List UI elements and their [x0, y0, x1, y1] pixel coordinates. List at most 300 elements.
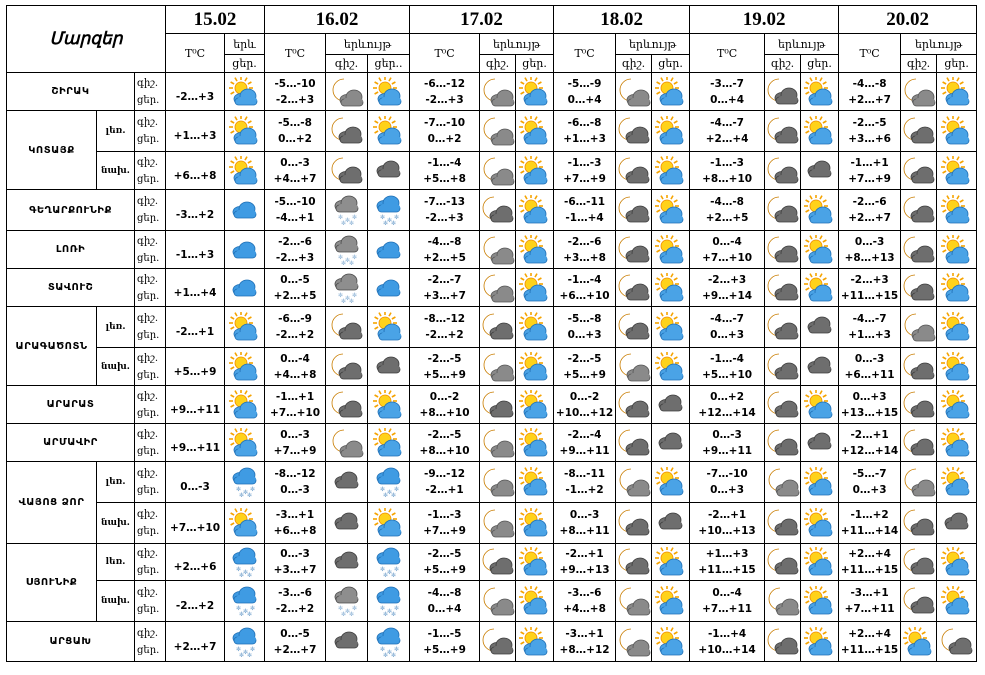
- weather-icon-cell: [765, 111, 801, 152]
- day-temperature: +2…+7: [848, 93, 891, 106]
- temperature-cell: [265, 462, 326, 503]
- region-name: ԱՐԱԳԱԾՈՏՆ: [7, 307, 97, 386]
- sun-cloud-icon: [228, 77, 262, 107]
- weather-icon-cell: [801, 424, 839, 462]
- temp-header: T⁰C: [410, 34, 480, 73]
- night-temperature: -2…-6: [278, 235, 312, 248]
- weather-icon-cell: [765, 307, 801, 348]
- night-temperature: [166, 118, 224, 128]
- weather-icon-cell: [937, 581, 977, 622]
- sun-cloud-icon: [518, 508, 552, 538]
- svg-text:✻: ✻: [337, 214, 343, 221]
- temperature-cell: [410, 73, 480, 111]
- weather-icon-cell: [516, 386, 554, 424]
- dark-snow-icon: [330, 273, 364, 303]
- weather-icon-cell: [901, 503, 937, 544]
- dark-cloud-icon: [330, 627, 364, 657]
- sun-cloud-icon: [940, 467, 974, 497]
- day-temperature: +9…+14: [702, 289, 753, 302]
- weather-icon-cell: [801, 269, 839, 307]
- temperature-cell: [410, 152, 480, 190]
- svg-text:✻: ✻: [393, 605, 399, 612]
- weather-icon-cell: [368, 386, 410, 424]
- moon-darkcloud-icon: [617, 235, 651, 265]
- time-of-day-labels: [135, 111, 166, 152]
- weather-icon-cell: [225, 111, 265, 152]
- moon-darkcloud-icon: [617, 428, 651, 458]
- forecast-row: [7, 307, 977, 348]
- weather-icon-cell: [765, 152, 801, 190]
- dark-cloud-icon: [330, 467, 364, 497]
- temperature-cell: [839, 503, 901, 544]
- night-temperature: [166, 275, 224, 285]
- snow-icon: [228, 467, 262, 497]
- temperature-cell: [410, 622, 480, 662]
- temperature-cell: [265, 424, 326, 462]
- temperature-cell: [265, 622, 326, 662]
- dark-cloud-icon: [372, 156, 406, 186]
- weather-icon-cell: [616, 190, 652, 231]
- temp-header: T⁰C: [839, 34, 901, 73]
- weather-icon-cell: [901, 581, 937, 622]
- night-temperature: -4…-7: [710, 117, 744, 129]
- night-temperature: -2…+1: [707, 509, 747, 521]
- region-name: ՏԱՎՈՒՇ: [7, 269, 135, 307]
- temperature-cell: [554, 152, 616, 190]
- weather-icon-cell: [652, 386, 690, 424]
- day-label: ցեր.: [137, 604, 160, 615]
- weather-icon-cell: [326, 503, 368, 544]
- svg-text:✻: ✻: [242, 569, 248, 576]
- svg-text:✻: ✻: [348, 220, 354, 225]
- moon-darkcloud-icon: [330, 312, 364, 342]
- moon-darkcloud-icon: [766, 547, 800, 577]
- night-label: գիշ.: [137, 77, 159, 89]
- moon-cloud-icon: [481, 77, 515, 107]
- weather-icon-cell: [901, 424, 937, 462]
- cloud-icon: [372, 235, 406, 265]
- day-temperature: +4…+7: [273, 172, 317, 185]
- area-label: նախ.: [97, 581, 135, 622]
- svg-text:✻: ✻: [390, 492, 396, 497]
- weather-icon-cell: [801, 152, 839, 190]
- weather-icon-cell: [368, 622, 410, 662]
- weather-icon-cell: [368, 544, 410, 581]
- weather-icon-cell: [480, 152, 516, 190]
- day-temperature: +7…+9: [563, 172, 606, 185]
- weather-icon-cell: [225, 73, 265, 111]
- sun-cloud-icon: [940, 235, 974, 265]
- weather-icon-cell: [326, 307, 368, 348]
- night-temperature: 0…-2: [569, 390, 600, 403]
- weather-icon-cell: [368, 269, 410, 307]
- temperature-cell: [839, 462, 901, 503]
- svg-text:✻: ✻: [246, 651, 252, 657]
- temperature-cell: [410, 111, 480, 152]
- dark-cloud-icon: [940, 508, 974, 538]
- day-temperature: +10…+12: [555, 406, 614, 419]
- weather-icon-cell: [937, 386, 977, 424]
- weather-icon-cell: [225, 348, 265, 386]
- night-temperature: -6…-9: [278, 313, 312, 325]
- weather-icon-cell: [901, 307, 937, 348]
- temperature-cell: [690, 503, 765, 544]
- time-of-day-labels: [135, 190, 166, 231]
- snow-icon: [372, 195, 406, 225]
- day-temperature: +2…+5: [705, 212, 749, 224]
- temperature-cell: [554, 307, 616, 348]
- sun-cloud-icon: [803, 508, 837, 538]
- forecast-row: [7, 581, 977, 622]
- night-temperature: 0…-4: [712, 235, 742, 248]
- temperature-cell: [690, 73, 765, 111]
- snow-icon: [372, 467, 406, 497]
- night-label: գիշ.: [137, 156, 159, 168]
- area-label: lեռ.: [97, 544, 135, 581]
- moon-darkcloud-icon: [766, 312, 800, 342]
- weather-icon-cell: [480, 622, 516, 662]
- night-temperature: 0…-2: [429, 390, 460, 403]
- temperature-cell: [410, 424, 480, 462]
- weather-icon-cell: [368, 111, 410, 152]
- day-temperature: -4…+1: [275, 212, 315, 224]
- dark-cloud-icon: [654, 390, 688, 420]
- weather-icon-cell: [937, 348, 977, 386]
- temperature-cell: [166, 348, 225, 386]
- weather-icon-cell: [652, 622, 690, 662]
- svg-text:✻: ✻: [238, 611, 244, 616]
- time-of-day-labels: [135, 152, 166, 190]
- sun-cloud-icon: [228, 390, 262, 420]
- time-of-day-labels: [135, 622, 166, 662]
- weather-icon-cell: [326, 111, 368, 152]
- sun-cloud-icon: [940, 312, 974, 342]
- moon-cloud-icon: [617, 352, 651, 382]
- temperature-cell: [839, 581, 901, 622]
- day-temperature: +4…+8: [563, 603, 606, 615]
- day-temperature: +10…+14: [698, 643, 756, 656]
- night-temperature: [166, 79, 224, 89]
- weather-icon-cell: [616, 231, 652, 269]
- date-header: 17.02: [410, 6, 554, 34]
- weather-icon-cell: [480, 544, 516, 581]
- temperature-cell: [265, 111, 326, 152]
- day-temperature: +3…+6: [848, 133, 891, 145]
- night-temperature: -3…-6: [278, 587, 312, 599]
- temperature-cell: [166, 269, 225, 307]
- night-label: գիշ.: [137, 390, 159, 402]
- day-temperature: +5…+9: [423, 368, 466, 381]
- weather-icon-cell: [368, 348, 410, 386]
- weather-icon-cell: [937, 152, 977, 190]
- temp-header: T⁰C: [554, 34, 616, 73]
- weather-icon-cell: [516, 152, 554, 190]
- svg-text:✻: ✻: [382, 572, 388, 577]
- day-temperature: -1…+4: [565, 212, 604, 224]
- moon-darkcloud-icon: [481, 547, 515, 577]
- temperature-cell: [554, 231, 616, 269]
- area-label: լեռ.: [97, 307, 135, 348]
- weather-icon-cell: [652, 231, 690, 269]
- day-temperature: +12…+14: [840, 444, 899, 457]
- area-label: նախ.: [97, 348, 135, 386]
- weather-icon-cell: [368, 190, 410, 231]
- weather-icon-cell: [516, 307, 554, 348]
- weather-icon-cell: [652, 544, 690, 581]
- night-temperature: -1…+1: [275, 390, 315, 403]
- day-temperature: +2…+7: [173, 640, 217, 653]
- night-label: գիշ.: [137, 587, 159, 598]
- region-name: ՎԱՅՈՑ ՁՈՐ: [7, 462, 97, 544]
- weather-icon-cell: [652, 348, 690, 386]
- phenomenon-header: երևույթ: [765, 34, 839, 55]
- day-temperature: -3…+2: [175, 209, 215, 221]
- day-temperature: +7…+9: [273, 444, 317, 457]
- weather-icon-cell: [652, 424, 690, 462]
- svg-text:✻: ✻: [340, 220, 346, 225]
- weather-icon-cell: [765, 503, 801, 544]
- sun-cloud-icon: [803, 195, 837, 225]
- dark-cloud-icon: [372, 352, 406, 382]
- night-label: գիշ.: [137, 468, 159, 479]
- temperature-cell: [690, 462, 765, 503]
- temperature-cell: [554, 386, 616, 424]
- weather-icon-cell: [801, 348, 839, 386]
- weather-icon-cell: [901, 190, 937, 231]
- sun-cloud-icon: [518, 273, 552, 303]
- temperature-cell: [690, 386, 765, 424]
- day-temperature: +2…+7: [848, 212, 891, 224]
- night-label: գիշ.: [137, 627, 159, 639]
- weather-icon-cell: [765, 424, 801, 462]
- moon-darkcloud-icon: [330, 352, 364, 382]
- svg-text:✻: ✻: [390, 651, 396, 657]
- weather-icon-cell: [326, 348, 368, 386]
- night-temperature: [166, 392, 224, 402]
- weather-icon-cell: [801, 111, 839, 152]
- temperature-cell: [410, 462, 480, 503]
- sun-cloud-icon: [940, 352, 974, 382]
- weather-icon-cell: [765, 581, 801, 622]
- weather-icon-cell: [368, 307, 410, 348]
- svg-text:✻: ✻: [242, 648, 248, 656]
- temperature-cell: [839, 111, 901, 152]
- temperature-cell: [839, 544, 901, 581]
- weather-icon-cell: [616, 307, 652, 348]
- night-temperature: [166, 197, 224, 207]
- day-label: ցեր.: [137, 369, 160, 381]
- moon-darkcloud-icon: [481, 312, 515, 342]
- day-temperature: +9…+13: [559, 564, 610, 576]
- sun-cloud-icon: [803, 467, 837, 497]
- time-of-day-labels: [135, 231, 166, 269]
- weather-icon-cell: [901, 73, 937, 111]
- temperature-cell: [166, 424, 225, 462]
- time-of-day-labels: [135, 462, 166, 503]
- weather-icon-cell: [765, 231, 801, 269]
- sun-cloud-icon: [803, 390, 837, 420]
- moon-darkcloud-icon: [902, 428, 936, 458]
- forecast-row: [7, 503, 977, 544]
- snow-icon: [372, 547, 406, 577]
- weather-icon-cell: [765, 190, 801, 231]
- weather-icon-cell: [616, 581, 652, 622]
- weather-icon-cell: [516, 231, 554, 269]
- day-temperature: +6…+8: [173, 169, 217, 182]
- weather-icon-cell: [516, 622, 554, 662]
- day-temperature: -2…+1: [175, 326, 215, 338]
- sun-cloud-icon: [654, 547, 688, 577]
- forecast-row: [7, 462, 977, 503]
- night-temperature: -5…-10: [274, 77, 316, 90]
- weather-icon-cell: [801, 544, 839, 581]
- night-temperature: -6…-8: [567, 117, 602, 129]
- day-temperature: +5…+10: [702, 368, 753, 381]
- day-temperature: +8…+10: [419, 406, 470, 419]
- day-label: ցեր.: [137, 173, 160, 185]
- dark-cloud-icon: [654, 428, 688, 458]
- svg-text:✻: ✻: [379, 486, 385, 493]
- night-temperature: 0…-4: [280, 352, 310, 365]
- weather-icon-cell: [652, 152, 690, 190]
- svg-text:✻: ✻: [379, 214, 385, 221]
- temperature-cell: [166, 581, 225, 622]
- night-temperature: -2…-6: [567, 235, 602, 248]
- weather-icon-cell: [516, 269, 554, 307]
- weather-icon-cell: [616, 111, 652, 152]
- temperature-cell: [554, 544, 616, 581]
- dark-cloud-icon: [330, 547, 364, 577]
- sun-cloud-icon: [518, 428, 552, 458]
- temperature-cell: [265, 348, 326, 386]
- night-temperature: -4…-8: [852, 77, 887, 90]
- sun-cloud-icon: [654, 77, 688, 107]
- night-temperature: +2…+4: [848, 627, 891, 640]
- date-header: 19.02: [690, 6, 839, 34]
- night-temperature: 0…-5: [280, 273, 310, 286]
- weather-icon-cell: [937, 462, 977, 503]
- night-temperature: -6…-11: [563, 196, 606, 208]
- svg-text:✻: ✻: [393, 645, 399, 653]
- svg-text:✻: ✻: [242, 489, 248, 496]
- sun-cloud-icon: [940, 428, 974, 458]
- night-temperature: -3…+1: [565, 627, 604, 640]
- phenomenon-header: երև: [225, 34, 265, 55]
- sun-cloud-icon: [372, 390, 406, 420]
- day-label: ցեր.: [137, 290, 160, 302]
- weather-icon-cell: [368, 581, 410, 622]
- day-temperature: -2…+2: [275, 329, 315, 341]
- sun-cloud-icon: [654, 156, 688, 186]
- temperature-cell: [166, 307, 225, 348]
- night-temperature: -8…-12: [274, 468, 316, 480]
- forecast-row: [7, 190, 977, 231]
- weather-icon-cell: [652, 581, 690, 622]
- temperature-cell: [839, 190, 901, 231]
- day-temperature: 0…+3: [567, 329, 602, 341]
- day-temperature: +3…+7: [423, 289, 466, 302]
- sun-cloud-icon: [372, 312, 406, 342]
- temperature-cell: [410, 544, 480, 581]
- weather-icon-cell: [368, 462, 410, 503]
- day-temperature: +2…+5: [423, 251, 466, 264]
- night-subheader: գիշ.: [765, 55, 801, 73]
- svg-text:✻: ✻: [337, 291, 343, 299]
- moon-cloud-icon: [481, 156, 515, 186]
- night-temperature: 0…-5: [280, 627, 310, 640]
- weather-icon-cell: [368, 503, 410, 544]
- moon-cloud-icon: [481, 352, 515, 382]
- night-temperature: [166, 549, 224, 559]
- moon-darkcloud-icon: [617, 156, 651, 186]
- night-temperature: -1…-3: [710, 156, 744, 169]
- night-temperature: -3…+1: [850, 587, 889, 599]
- day-temperature: -2…+1: [425, 484, 464, 496]
- day-temperature: +12…+14: [698, 406, 756, 419]
- svg-text:✻: ✻: [344, 294, 350, 302]
- svg-text:✻: ✻: [235, 645, 241, 653]
- night-temperature: [166, 430, 224, 440]
- temperature-cell: [554, 581, 616, 622]
- dark-cloud-icon: [803, 428, 837, 458]
- temperature-cell: [410, 348, 480, 386]
- moon-darkcloud-icon: [902, 508, 936, 538]
- weather-icon-cell: [765, 73, 801, 111]
- svg-text:✻: ✻: [348, 611, 354, 616]
- night-temperature: 0…-3: [854, 235, 885, 248]
- sun-cloud-icon: [518, 235, 552, 265]
- weather-icon-cell: [616, 503, 652, 544]
- sun-cloud-icon: [940, 77, 974, 107]
- weather-icon-cell: [616, 152, 652, 190]
- temperature-cell: [839, 73, 901, 111]
- svg-text:✻: ✻: [249, 645, 255, 653]
- region-name: ԱՐՄԱՎԻՐ: [7, 424, 135, 462]
- sun-cloud-icon: [803, 273, 837, 303]
- weather-icon-cell: [652, 269, 690, 307]
- weather-icon-cell: [326, 269, 368, 307]
- temperature-cell: [166, 386, 225, 424]
- moon-darkcloud-icon: [902, 156, 936, 186]
- weather-icon-cell: [368, 424, 410, 462]
- temperature-cell: [839, 269, 901, 307]
- day-temperature: +8…+11: [559, 525, 610, 537]
- weather-icon-cell: [616, 544, 652, 581]
- weather-icon-cell: [480, 73, 516, 111]
- weather-icon-cell: [901, 348, 937, 386]
- weather-icon-cell: [765, 462, 801, 503]
- day-temperature: +7…+11: [702, 603, 753, 615]
- date-header: 20.02: [839, 6, 977, 34]
- day-temperature: 0…+2: [278, 133, 312, 145]
- time-of-day-labels: [135, 348, 166, 386]
- svg-text:✻: ✻: [340, 297, 346, 303]
- moon-cloud-icon: [766, 586, 800, 616]
- weather-icon-cell: [765, 622, 801, 662]
- moon-cloud-icon: [902, 312, 936, 342]
- day-temperature: -1…+3: [175, 248, 215, 261]
- night-temperature: -6…-12: [423, 77, 466, 90]
- day-temperature: +11…+14: [840, 525, 899, 537]
- weather-icon-cell: [326, 544, 368, 581]
- night-temperature: -1…-5: [427, 627, 462, 640]
- day-temperature: +9…+11: [559, 444, 610, 457]
- night-label: գիշ.: [137, 509, 159, 520]
- night-temperature: -2…+3: [850, 273, 889, 286]
- night-temperature: -2…+1: [565, 548, 604, 560]
- weather-icon-cell: [652, 503, 690, 544]
- svg-text:✻: ✻: [386, 217, 392, 224]
